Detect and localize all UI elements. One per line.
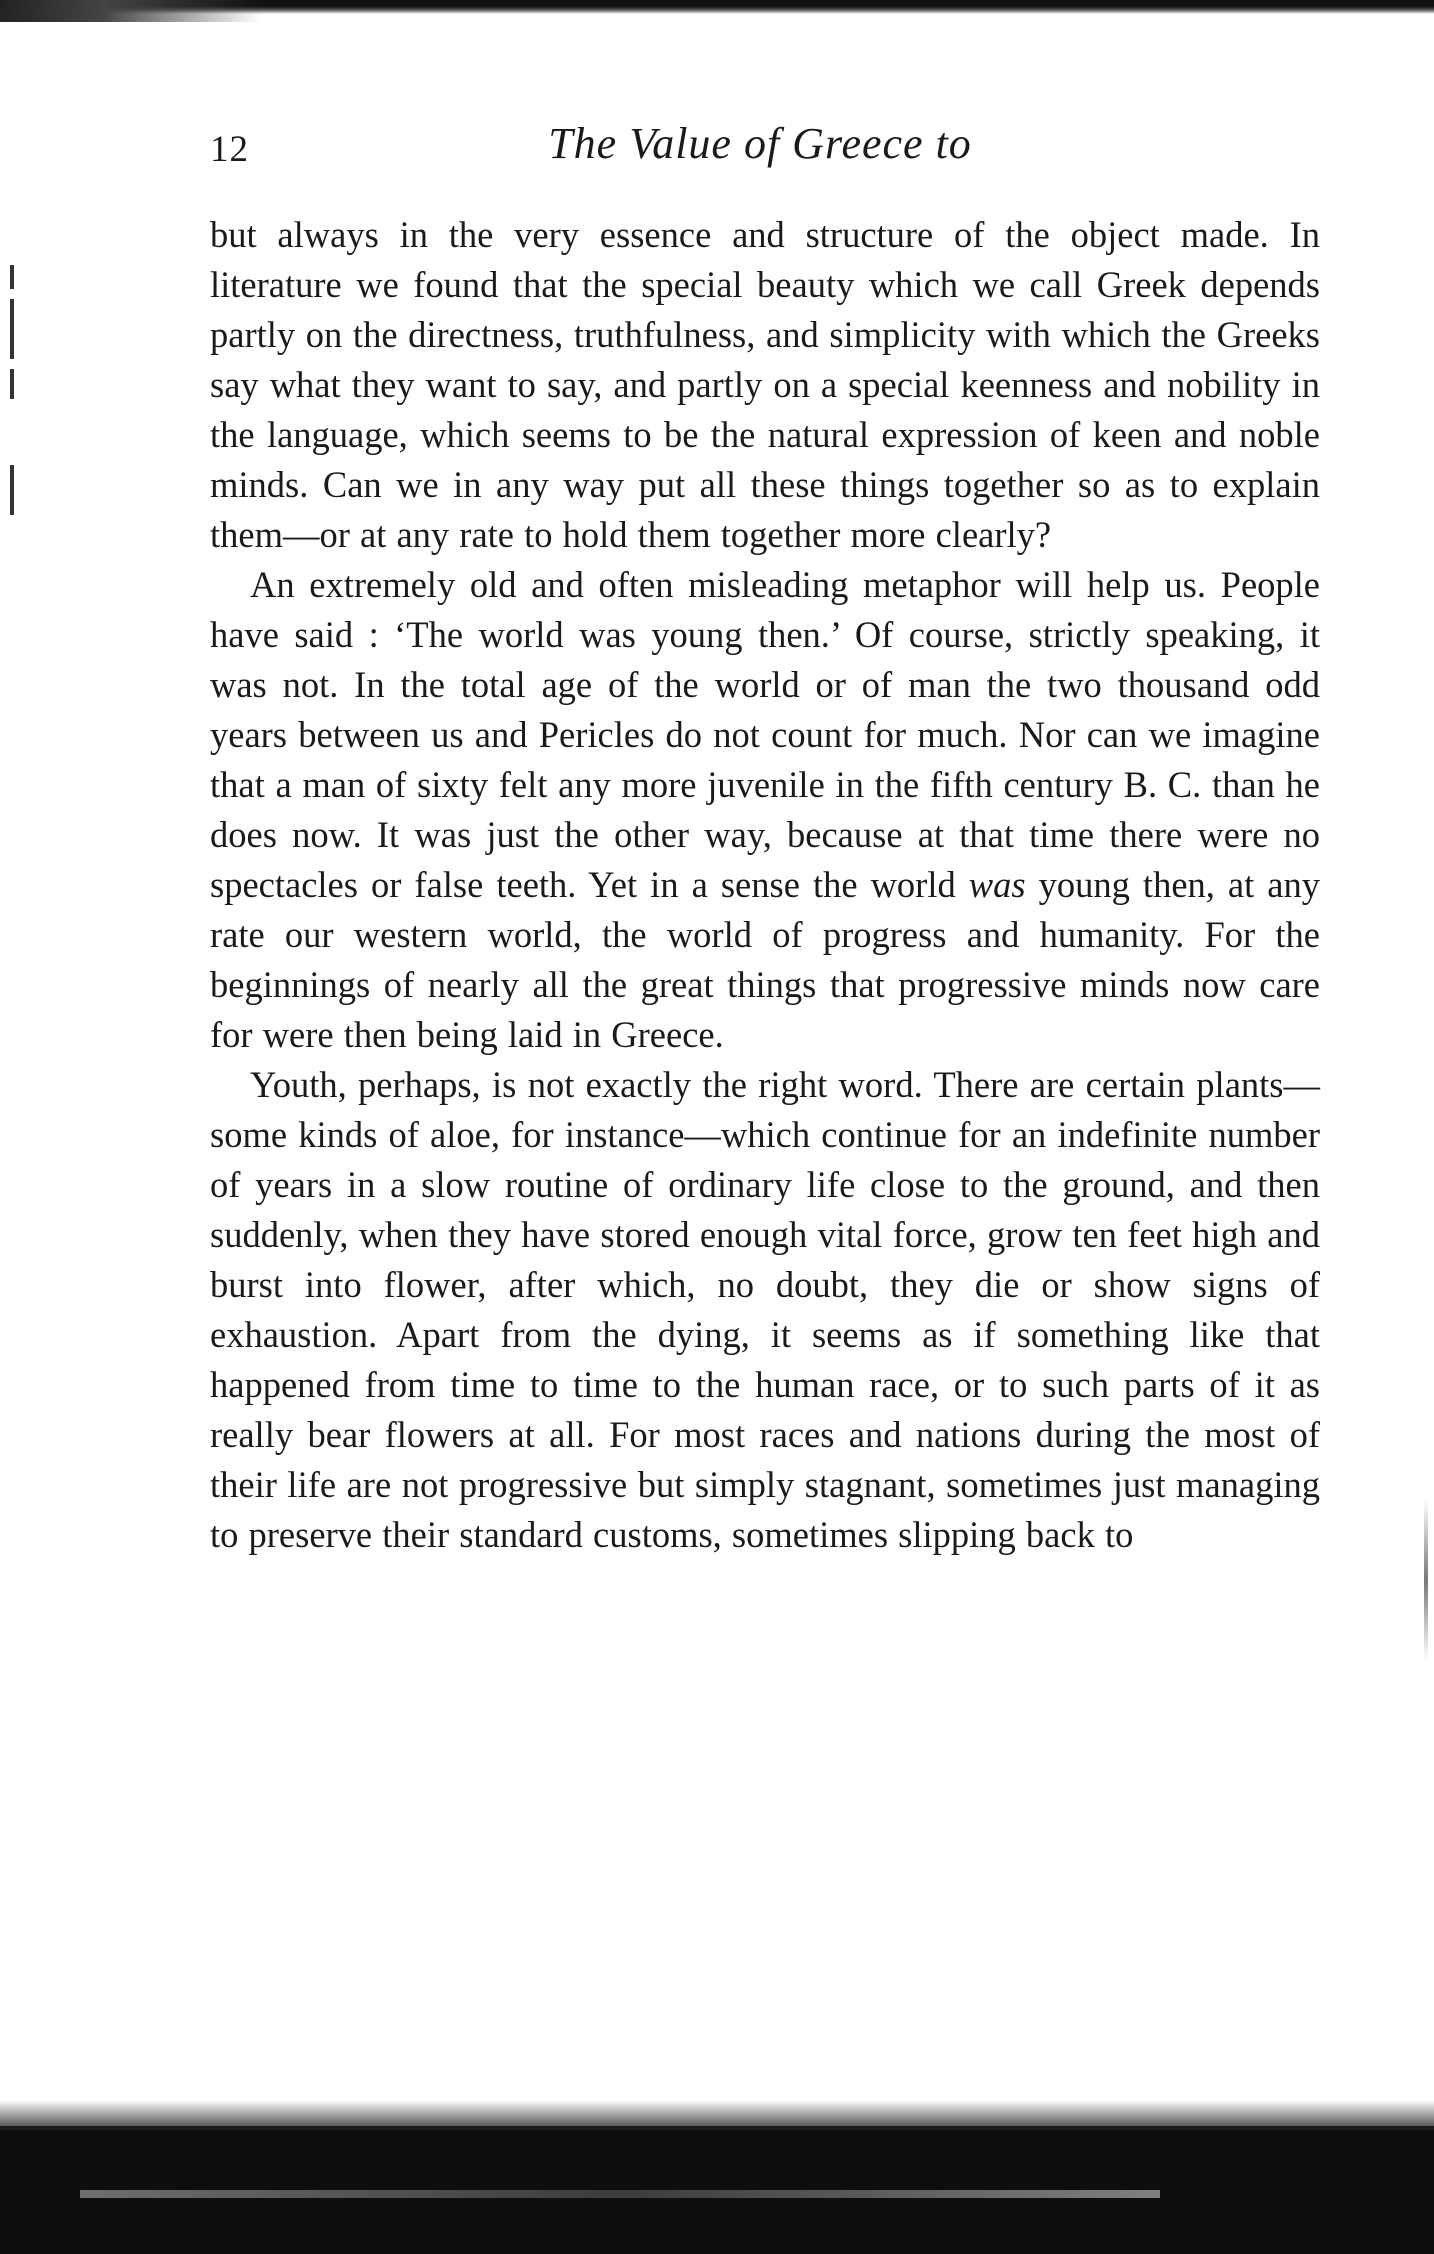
running-title: The Value of Greece to [548,119,972,168]
paragraph-2-part-a: An extremely old and often misleading metaphor will help us. People have said : ‘The world was young then.’ Of course, strictly speaking, it was not. In the total age of the world or of man the two thousand odd years between us and Pericles do not count for much. Nor can we imagine that a man of sixty felt any more juvenile in the fifth century [210,564,1320,805]
body-text [210,210,1320,1560]
paragraph-2 [210,560,1320,1060]
emphasis-was: was [968,864,1026,905]
paragraph-3: Youth, perhaps, is not exactly the right word. There are certain plants—some kinds of aloe, for instance—which continue for an indefinite number of years in a slow routine of ordinary life close to the ground, and then suddenly, when they have stored enough vital force, grow ten feet high and burst into flower, after which, no doubt, they die or show signs of exhaustion. Apart from the dying, it seems as if something like that happened from time to time to the human race, or to such parts of it as really bear flowers at all. For most races and nations during the most of their life are not progressive but simply stagnant, sometimes just managing to preserve their standard customs, sometimes slipping back to [210,1064,1320,1555]
page-number: 12 [210,129,249,170]
paragraph-2-part-b: than he does now. It was just the other way, because at that time there were no spectacles or false teeth. Yet in a sense the world [210,764,1321,905]
right-margin-mark [1424,1500,1428,1660]
paragraph-1: but always in the very essence and structure of the object made. In literature we found that the special beauty which we call Greek depends partly on the directness, truthfulness, and simplicity with which the Greeks say what they want to say, and partly on a special keenness and nobility in the language, which seems to be the natural expression of keen and noble minds. Can we in any way put all these things together so as to explain them—or at any rate to hold them together more clearly? [210,214,1320,555]
era-abbreviation: B. C. [1123,764,1202,805]
page-header [210,118,1320,184]
scan-edge-bottom [0,2126,1434,2254]
paragraph-2-part-c: young then, at any rate our western world, the world of progress and humanity. For the beginnings of nearly all the great things that progressive minds now care for were then being laid in Greece. [210,864,1321,1055]
scan-edge-top [0,0,1434,14]
margin-marks [4,265,26,565]
